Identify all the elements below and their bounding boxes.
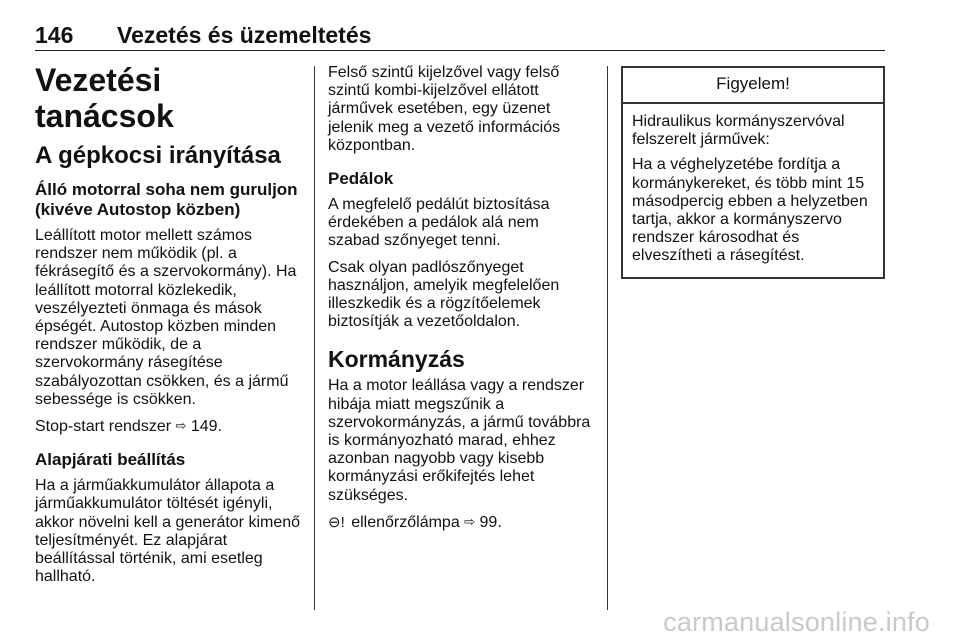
watermark: carmanualsonline.info (663, 607, 930, 637)
lamp-reference-paragraph (328, 513, 593, 532)
cross-reference-paragraph (35, 417, 305, 436)
page-number: 146 (35, 22, 74, 48)
lamp-text: ellenőrzőlámpa (351, 513, 460, 531)
column-divider (314, 66, 315, 610)
heading-coasting: Álló motorral soha nem guruljon (kivéve Autostop közben) (35, 180, 298, 219)
paragraph: Leállított motor mellett számos rendszer nem működik (pl. a fékrásegítő és a szervokormány). Ha leállított motorral közlekedik, veszélyezteti önmaga és mások épségét. Autostop közben minden rendszer működik, de a szervokormány rásegítése szabályozottan csökken, és a jármű sebessége is csökken. (35, 227, 297, 408)
section-title: Vezetési tanácsok (35, 62, 174, 134)
paragraph: Ha a járműakkumulátor állapota a járműakkumulátor töltését igényli, akkor növelni kell a generátor kimenő teljesítményét. Ez alapjárat beállítással történik, ami esetleg hallható. (35, 477, 301, 586)
cross-reference-link[interactable]: 99. (479, 513, 502, 531)
warning-paragraph: Hidraulikus kormányszervóval felszerelt járművek: (632, 113, 845, 149)
column-right (621, 66, 885, 279)
paragraph: Felső szintű kijelzővel vagy felső szintű kombi-kijelzővel ellátott járművek esetében, egy üzenet jelenik meg a vezető információs központban. (328, 64, 561, 154)
warning-box (621, 66, 885, 279)
column-middle (328, 64, 593, 540)
arrow-right-icon: ⇨ (175, 418, 187, 434)
warning-title: Figyelem! (623, 68, 883, 104)
heading-pedals: Pedálok (328, 169, 394, 189)
subsection-title: A gépkocsi irányítása (35, 142, 281, 169)
heading-steering: Kormányzás (328, 346, 465, 373)
paragraph: Ha a motor leállása vagy a rendszer hibája miatt megszűnik a szervokormányzás, a jármű továbbra is kormányozható marad, ehhez azonban nagyobb vagy kisebb kormányzási erőkifejtés lehet szükséges. (328, 377, 591, 504)
arrow-right-icon: ⇨ (464, 513, 476, 529)
warning-paragraph: Ha a véghelyzetébe fordítja a kormánykereket, és több mint 15 másodpercig ebben a helyzetben tartja, akkor a kormányszervo rendszer károsodhat és elveszítheti a rásegítést. (632, 156, 868, 265)
warning-body (623, 104, 883, 277)
column-left (35, 62, 305, 594)
power-steering-warning-icon: ⊖! (328, 513, 345, 531)
column-divider (607, 66, 608, 610)
cross-reference-text: Stop-start rendszer (35, 418, 172, 436)
heading-idle-adjustment: Alapjárati beállítás (35, 450, 186, 470)
paragraph: Csak olyan padlószőnyeget használjon, amelyik megfelelően illeszkedik és a rögzítőelemek biztosítják a vezetőoldalon. (328, 258, 560, 331)
page-header (35, 22, 885, 51)
cross-reference-link[interactable]: 149. (190, 418, 223, 436)
running-title: Vezetés és üzemeltetés (117, 22, 372, 48)
paragraph: A megfelelő pedálút biztosítása érdekében a pedálok alá nem szabad szőnyeget tenni. (328, 196, 550, 250)
